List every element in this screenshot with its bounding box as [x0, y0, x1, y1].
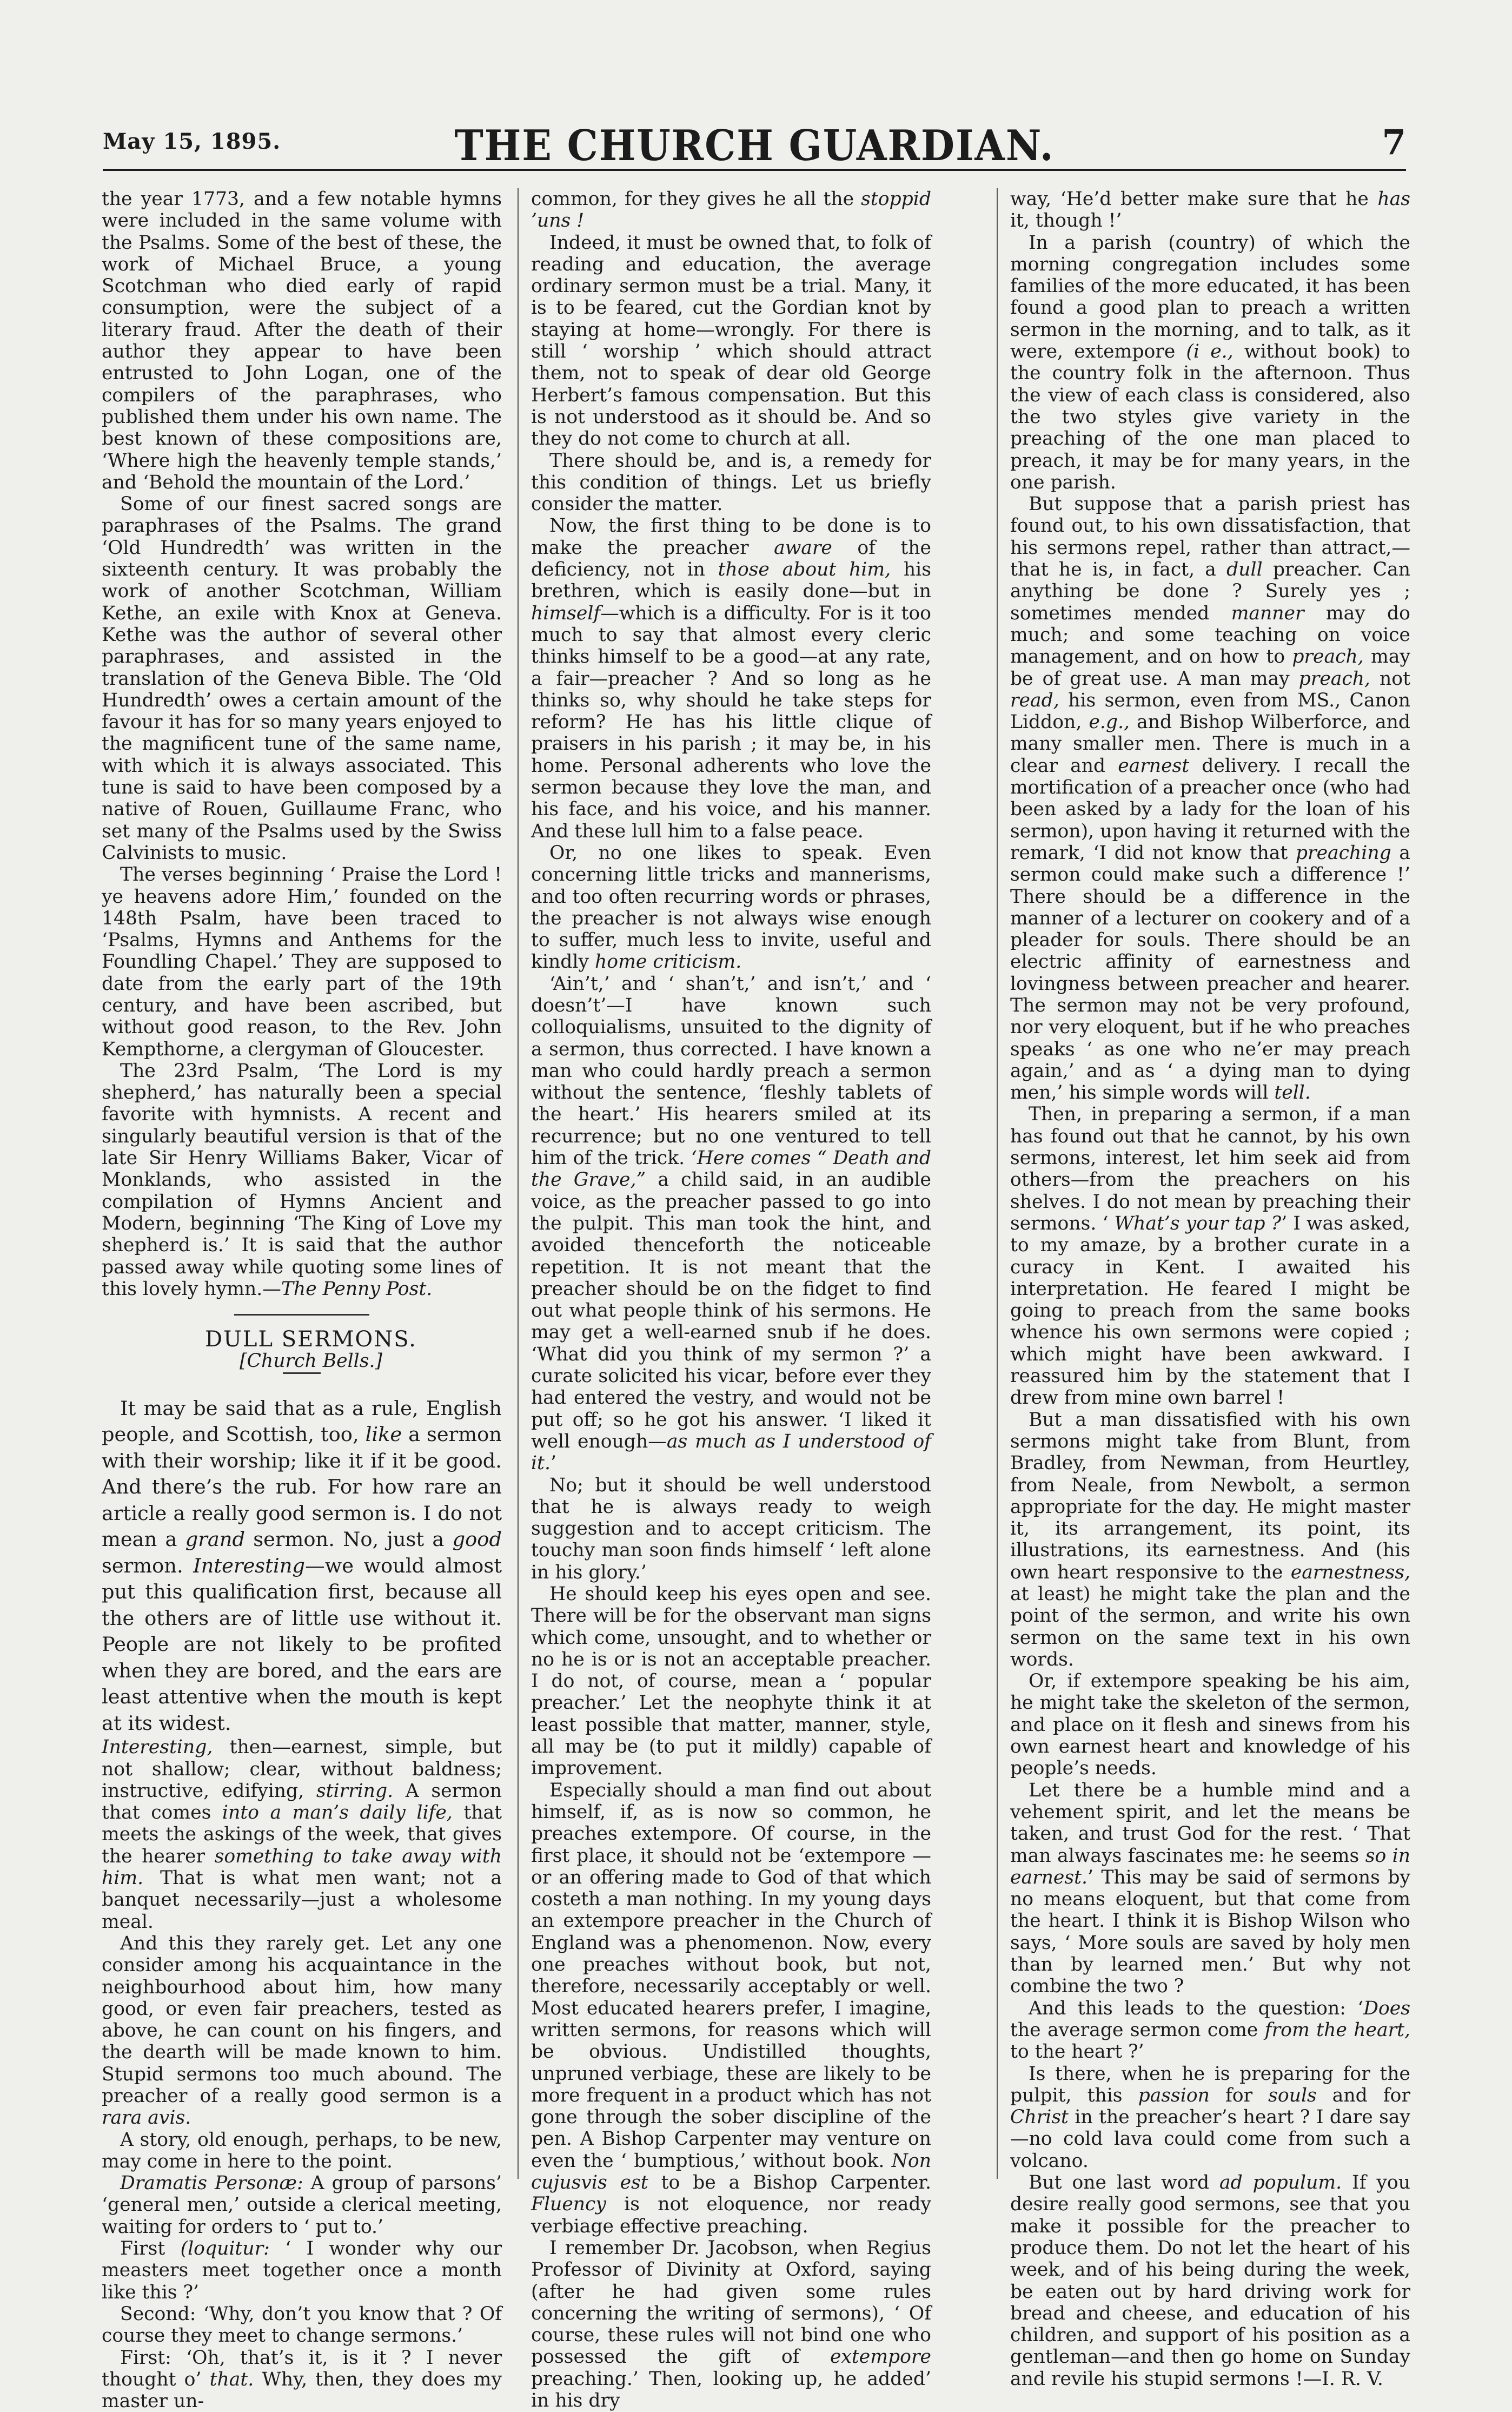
- column-divider: [518, 188, 519, 2179]
- paragraph: [531, 1780, 931, 2237]
- paragraph: [102, 2172, 502, 2238]
- paragraph: [102, 1396, 502, 1737]
- text-run: And this leads to the question: ‘: [1029, 1997, 1364, 2019]
- text-run: Or, no one likes to speak. Even concerning little tricks and mannerisms, and too often recurring words or phrases, the preacher is not always wise enough to suffer, much less to invite, useful and kindly: [531, 842, 931, 973]
- emphasis: ‘Here comes “ Death and the Grave,”: [531, 1147, 931, 1191]
- emphasis: stoppid ’uns !: [531, 188, 931, 232]
- newspaper-title: THE CHURCH GUARDIAN.: [454, 121, 1055, 170]
- text-run: a child said, in an audible voice, as the preacher passed to go into the pulpit. This man took the hint, and avoided thenceforth the noticeable repetition. It is not meant that the preacher should be on the fidget to find out what people think of his sermons. He may get a well-earned snub if he does. ‘What did you think of my sermon ?’ a curate solicited his vicar, before ever they had entered the vestry, and would not be put off; so he got his answer. ‘I liked it well enough—: [531, 1169, 931, 1452]
- emphasis: into a man’s daily life,: [222, 1802, 453, 1824]
- text-run: not: [1370, 668, 1410, 690]
- paragraph: He should keep his eyes open and see. There will be for the observant man signs which come, unsought, and to whether or no he is or is not an acceptable preacher. I do not, of course, mean a ‘ popular preacher.’ Let the neophyte think it at least possible that matter, manner, style, all may be (to put it mildly) capable of improvement.: [531, 1583, 931, 1780]
- emphasis: those about him,: [718, 559, 891, 581]
- emphasis: rara avis.: [102, 2107, 191, 2129]
- text-run: his sermon, even from MS., Canon Liddon,: [1010, 689, 1410, 733]
- emphasis: tell.: [1274, 1082, 1311, 1104]
- text-run: Especially should a man find out about himself, if, as is now so common, he preaches extempore. Of course, in the first place, it should not be ‘extempore —or an offering made to God of that which costeth a man nothing. In my young days an extempore preacher in the Church of England was a phenomenon. Now, every one preaches without book, but not, therefore, necessarily acceptably or well. Most educated hearers prefer, I imagine, written sermons, for reasons which will be obvious. Undistilled thoughts, unpruned verbiage, these are likely to be more frequent in a product which has not gone through the sober discipline of the pen. A Bishop Carpenter may venture on even the ‘ bumptious,’ without book.: [531, 1779, 931, 2172]
- paragraph: Or, if extempore speaking be his aim, he might take the skeleton of the sermon, and place on it flesh and sinews from his own earnest heart and knowledge of his people’s needs.: [1010, 1670, 1410, 1780]
- paragraph: [1010, 1998, 1410, 2063]
- text-run: a sermon could make such a difference !’ There should be a difference in the manner of a lecturer on cookery and of a pleader for souls. There should be an electric affinity of earnestness and lovingness between preacher and hearer. The sermon may not be very profound, nor very eloquent, but if he who preaches speaks ‘ as one who ne’er may preach again,’ and as ‘ a dying man to dying men,’ his simple words will: [1010, 842, 1411, 1104]
- emphasis: that.: [209, 2368, 254, 2390]
- emphasis: (i e.,: [1186, 341, 1234, 363]
- article-source: [Church Bells.]: [240, 1350, 382, 1372]
- paragraph: [1010, 188, 1410, 232]
- paragraph: [102, 1933, 502, 2129]
- text-run: The 23rd Psalm, ‘The Lord is my shepherd,’ has naturally been a special favorite with hymnists. A recent and singularly beautiful version is that of the late Sir Henry Williams Baker, Vicar of Monklands, who assisted in the compilation of Hymns Ancient and Modern, beginning ‘The King of Love my shepherd is.’ It is said that the author passed away while quoting some lines of this lovely hymn.—: [102, 1060, 502, 1300]
- column-2: [531, 188, 931, 2411]
- text-run: sermon. No, just a: [245, 1528, 453, 1551]
- emphasis: himself: [531, 602, 601, 624]
- text-run: that meets the askings of the week, that gives the hearer: [102, 1802, 502, 1867]
- text-run: ’ I was asked, to my amaze, by a brother curate in a curacy in Kent. I awaited his interpretation. He feared I might be going to preach from the same books whence his own sermons were copied ; which might have been awkward. I reassured him by the statement that I drew from mine own barrel !: [1010, 1212, 1410, 1409]
- emphasis: Dramatis Personæ:: [120, 2172, 303, 2195]
- paragraph: Second: ‘Why, don’t you know that ? Of course they meet to change sermons.’: [102, 2303, 502, 2347]
- text-run: Is there, when he is preparing for the pulpit, this: [1010, 2063, 1410, 2106]
- emphasis: from the heart,: [1264, 2019, 1411, 2041]
- paragraph: [102, 1060, 502, 1300]
- paragraph: [531, 188, 931, 232]
- paragraph: [1010, 1409, 1410, 1671]
- text-run: But suppose that a parish priest has found out, to his own dissatisfaction, that his sermons repel, rather than attract,—that he is, in fact, a: [1010, 493, 1410, 581]
- text-run: a sermon with their worship; like it if it be good. And there’s the rub. For how rare an article a really good sermon is. I do not mean a: [102, 1423, 502, 1551]
- emphasis: like: [365, 1423, 402, 1446]
- text-run: A sermon that comes: [102, 1780, 502, 1824]
- text-run: to be a Bishop Carpenter.: [648, 2172, 931, 2194]
- paragraph: [1010, 232, 1410, 494]
- paragraph: [531, 842, 931, 973]
- text-run: That is what men want; not a banquet necessarily—just a wholesome meal.: [102, 1867, 502, 1933]
- emphasis: (loquitur:: [180, 2238, 270, 2260]
- text-run: the average sermon come: [1010, 2019, 1265, 2041]
- text-run: —which is a difficulty. For is it too much to say that almost every cleric thinks himself to be a good—at any rate, a fair—preacher ? And so long as he thinks so, why should he take steps for reform? He has his little clique of praisers in his parish ; it may be, in his home. Personal adherents who love the sermon because they love the man, and his face, and his voice, and his manner. And these lull him to a false peace.: [531, 602, 931, 842]
- issue-date: May 15, 1895.: [103, 129, 281, 154]
- paragraph: [531, 973, 931, 1475]
- emphasis: e.g.,: [1089, 711, 1130, 733]
- text-run: at least) he might take the plan and the point of the sermon, and write his own sermon on the same text in his own words.: [1010, 1583, 1410, 1670]
- paragraph: Indeed, it must be owned that, to folk of reading and education, the average ordinary sermon must be a trial. Many, it is to be feared, cut the Gordian knot by staying at home—wrongly. For there is still ‘ worship ’ which should attract them, not to speak of dear old George Herbert’s famous compensation. But this is not understood as it should be. And so they do not come to church at all.: [531, 232, 931, 450]
- emphasis: Non cujusvis est: [531, 2150, 931, 2194]
- emphasis: earnestness,: [1290, 1561, 1410, 1583]
- emphasis: extempore: [830, 2346, 931, 2368]
- text-run: preacher. Can anything be done ? Surely yes ; sometimes mended: [1010, 559, 1410, 624]
- emphasis: manner: [1231, 602, 1304, 624]
- paragraph: [1010, 1780, 1410, 1998]
- paragraph: No; but it should be well understood that he is always ready to weigh suggestion and to accept criticism. The touchy man soon finds himself ‘ left alone in his glory.’: [531, 1474, 931, 1583]
- text-run: ‘Ain’t,’ and ‘ shan’t,’ and isn’t,’ and ‘ doesn’t’—I have known such colloquialisms, unsuited to the dignity of a sermon, thus corrected. I have known a man who could hardly preach a sermon without the sentence, ‘fleshly tablets of the heart.’ His hearers smiled at its recurrence; but no one ventured to tell him of the trick.: [531, 973, 931, 1169]
- emphasis: ad populum.: [1219, 2172, 1342, 2194]
- emphasis: so in earnest.: [1010, 1845, 1411, 1888]
- emphasis: grand: [185, 1528, 246, 1551]
- text-run: —we would almost put this qualification first, because all the others are of little use without it. People are not likely to be profited when they are bored, and the ears are least attentive when the mouth is kept at its widest.: [102, 1554, 502, 1735]
- paragraph: The verses beginning ‘ Praise the Lord ! ye heavens adore Him,’ founded on the 148th Psalm, have been traced to ‘Psalms, Hymns and Anthems for the Foundling Chapel.’ They are supposed to date from the early part of the 19th century, and have been ascribed, but without good reason, to the Rev. John Kempthorne, a clergyman of Gloucester.: [102, 864, 502, 1060]
- text-run: It may be said that as a rule, English people, and Scottish, too,: [102, 1396, 502, 1446]
- emphasis: dull: [1226, 559, 1263, 581]
- text-run: ‘ I wonder why our measters meet together once a month like this ?’: [102, 2238, 502, 2303]
- paragraph: [531, 515, 931, 842]
- text-run: for: [1209, 2084, 1269, 2106]
- text-run: in the preacher’s heart ? I dare say—no cold lava could come from such a volcano.: [1010, 2106, 1410, 2172]
- text-run: Then, in preparing a sermon, if a man has found out that he cannot, by his own sermons, interest, let him seek aid from others—from the preachers on his shelves. I do not mean by preaching their sermons. ‘: [1010, 1103, 1410, 1234]
- emphasis: Does: [1363, 1997, 1410, 2019]
- emphasis: souls: [1268, 2084, 1317, 2106]
- text-run: First: ‘Oh, that’s it, is it ? I never thought o’: [102, 2347, 502, 2390]
- text-run: And this they rarely get. Let any one consider among his acquaintance in the neighbourhood about him, how many good, or even fair preachers, tested as above, he can count on his fingers, and the dearth will be made known to him. Stupid sermons too much abound. The preacher of a really good sermon is a: [102, 1932, 502, 2107]
- paragraph: [102, 2347, 502, 2412]
- emphasis: Fluency: [531, 2193, 606, 2216]
- text-run: preaching.’ Then, looking up, he added’ in his dry: [531, 2368, 931, 2411]
- emphasis: What’s your tap ?: [1114, 1212, 1282, 1234]
- text-run: delivery. I recall the mortification of a preacher once (who had been asked by a lady for the loan of his sermon), upon having it returned with the remark, ‘I did not know that: [1010, 755, 1410, 864]
- paragraph: [531, 2237, 931, 2411]
- text-run: and for: [1316, 2084, 1410, 2106]
- emphasis: stirring.: [316, 1780, 394, 1802]
- title-divider: [283, 1372, 321, 1374]
- emphasis: as much as I understood of it.: [531, 1430, 931, 1475]
- paragraph: [102, 2238, 502, 2303]
- column-1: [102, 188, 502, 2412]
- paragraph: [1010, 493, 1410, 1103]
- paragraph: [1010, 1103, 1410, 1409]
- emphasis: preach,: [1292, 646, 1364, 668]
- emphasis: passion: [1138, 2084, 1210, 2106]
- emphasis: read,: [1010, 689, 1059, 711]
- column-3: [1010, 188, 1411, 2390]
- source-credit: The Penny Post.: [281, 1278, 433, 1300]
- text-run: Let there be a humble mind and a vehement spirit, and let the means be taken, and trust God for the rest. ‘ That man always fascinates me: he seems: [1010, 1779, 1410, 1867]
- paragraph: A story, old enough, perhaps, to be new, may come in here to the point.: [102, 2129, 502, 2172]
- text-run: without book) to the country folk in the afternoon. Thus the view of each class is considered, also the two styles give variety in the preaching of the one man placed to preach, it may be for many years, in the one parish.: [1010, 341, 1410, 493]
- emphasis: preach,: [1298, 668, 1371, 690]
- text-run: A group of parsons’ ‘general men,’ outside a clerical meeting, waiting for orders to ‘ put to.’: [102, 2172, 502, 2238]
- emphasis: something to take away with him.: [102, 1845, 502, 1889]
- text-run: First: [120, 2238, 181, 2260]
- text-run: ’: [550, 1452, 556, 1475]
- text-run: to the heart ?’: [1010, 2041, 1144, 2063]
- text-run: If you desire really good sermons, see that you make it possible for the preacher to produce them. Do not let the heart of his week, and of his being during the week, be eaten out by hard driving work for bread and cheese, and education of his children, and support of his position as a gentleman—and then go home on Sunday and revile his stupid sermons !—I. R. V.: [1010, 2172, 1410, 2390]
- text-run: may be of great use. A man may: [1010, 646, 1410, 690]
- emphasis: aware: [774, 537, 832, 559]
- text-run: common, for they gives he all the: [531, 188, 861, 210]
- text-run: may do much; and some teaching on voice management, and on how to: [1010, 602, 1410, 668]
- text-run: it, though !’: [1010, 210, 1122, 232]
- emphasis: home criticism.: [595, 951, 742, 973]
- emphasis: Christ: [1010, 2106, 1069, 2129]
- emphasis: earnest: [1118, 755, 1190, 777]
- masthead: [103, 121, 1406, 171]
- paragraph: There should be, and is, a remedy for this condition of things. Let us briefly consider the matter.: [531, 450, 931, 516]
- text-run: But one last word: [1029, 2172, 1220, 2194]
- text-run: But a man dissatisfied with his own sermons might take from Blunt, from Bradley, from Newman, from Heurtley, from Neale, from Newbolt, a sermon appropriate for the day. He might master it, its arrangement, its point, its illustrations, its earnestness. And (his own heart responsive to the: [1010, 1409, 1410, 1583]
- paragraph: [1010, 2063, 1410, 2172]
- emphasis: preaching: [1295, 842, 1391, 864]
- article-title: DULL SERMONS.: [205, 1327, 417, 1352]
- section-divider: [234, 1314, 369, 1316]
- paragraph: [102, 1736, 502, 1933]
- column-divider: [997, 188, 998, 2179]
- article-lead: [102, 1396, 502, 1737]
- text-run: In a parish (country) of which the morning congregation includes some families of the more educated, it has been found a good plan to preach a written sermon in the morning, and to talk, as it were, extempore: [1010, 232, 1410, 363]
- emphasis: has: [1377, 188, 1410, 210]
- text-run: Why, then, they does my master un-: [102, 2368, 502, 2412]
- paragraph: the year 1773, and a few notable hymns were included in the same volume with the Psalms. Some of the best of these, the work of Michael Bruce, a young Scotchman who died early of rapid consumption, were the subject of a literary fraud. After the death of their author they appear to have been entrusted to John Logan, one of the compilers of the paraphrases, who published them under his own name. The best known of these compositions are, ‘Where high the heavenly temple stands,’ and ‘Behold the mountain of the Lord.’: [102, 188, 502, 493]
- text-run: Now, the first thing to be done is to make the preacher: [531, 515, 931, 559]
- text-run: sermon.: [102, 1554, 194, 1577]
- emphasis: good: [452, 1528, 502, 1551]
- text-run: then—earnest, simple, but not shallow; clear, without baldness; instructive, edifying,: [102, 1736, 502, 1802]
- text-run: I remember Dr. Jacobson, when Regius Professor of Divinity at Oxford, saying (after he had given some rules concerning the writing of sermons), ‘ Of course, these rules will not bind one who possessed the gift of: [531, 2237, 931, 2368]
- text-run: is not eloquence, nor ready verbiage effective preaching.: [531, 2193, 931, 2237]
- paragraph: [1010, 2172, 1410, 2390]
- text-run: and Bishop Wilberforce, and many smaller men. There is much in a clear and: [1010, 711, 1410, 777]
- paragraph: Some of our finest sacred songs are paraphrases of the Psalms. The grand ‘Old Hundredth’ was written in the sixteenth century. It was probably the work of another Scotchman, William Kethe, an exile with Knox at Geneva. Kethe was the author of several other paraphrases, and assisted in the translation of the Geneva Bible. The ‘Old Hundredth’ owes a certain amount of the favour it has for so many years enjoyed to the magnificent tune of the same name, with which it is always associated. This tune is said to have been composed by a native of Rouen, Guillaume Franc, who set many of the Psalms used by the Swiss Calvinists to music.: [102, 493, 502, 864]
- page-number: 7: [1382, 122, 1406, 163]
- text-run: his brethren, which is easily done—but in: [531, 559, 931, 603]
- emphasis: Interesting,: [102, 1736, 213, 1759]
- text-run: of the deficiency, not in: [531, 537, 931, 581]
- emphasis: Interesting: [193, 1554, 305, 1577]
- text-run: way, ‘He’d better make sure that he: [1010, 188, 1378, 210]
- text-run: ’ This may be said of sermons by no means eloquent, but that come from the heart. I think it is Bishop Wilson who says, ‘ More souls are saved by holy men than by learned men.’ But why not combine the two ?: [1010, 1866, 1410, 1998]
